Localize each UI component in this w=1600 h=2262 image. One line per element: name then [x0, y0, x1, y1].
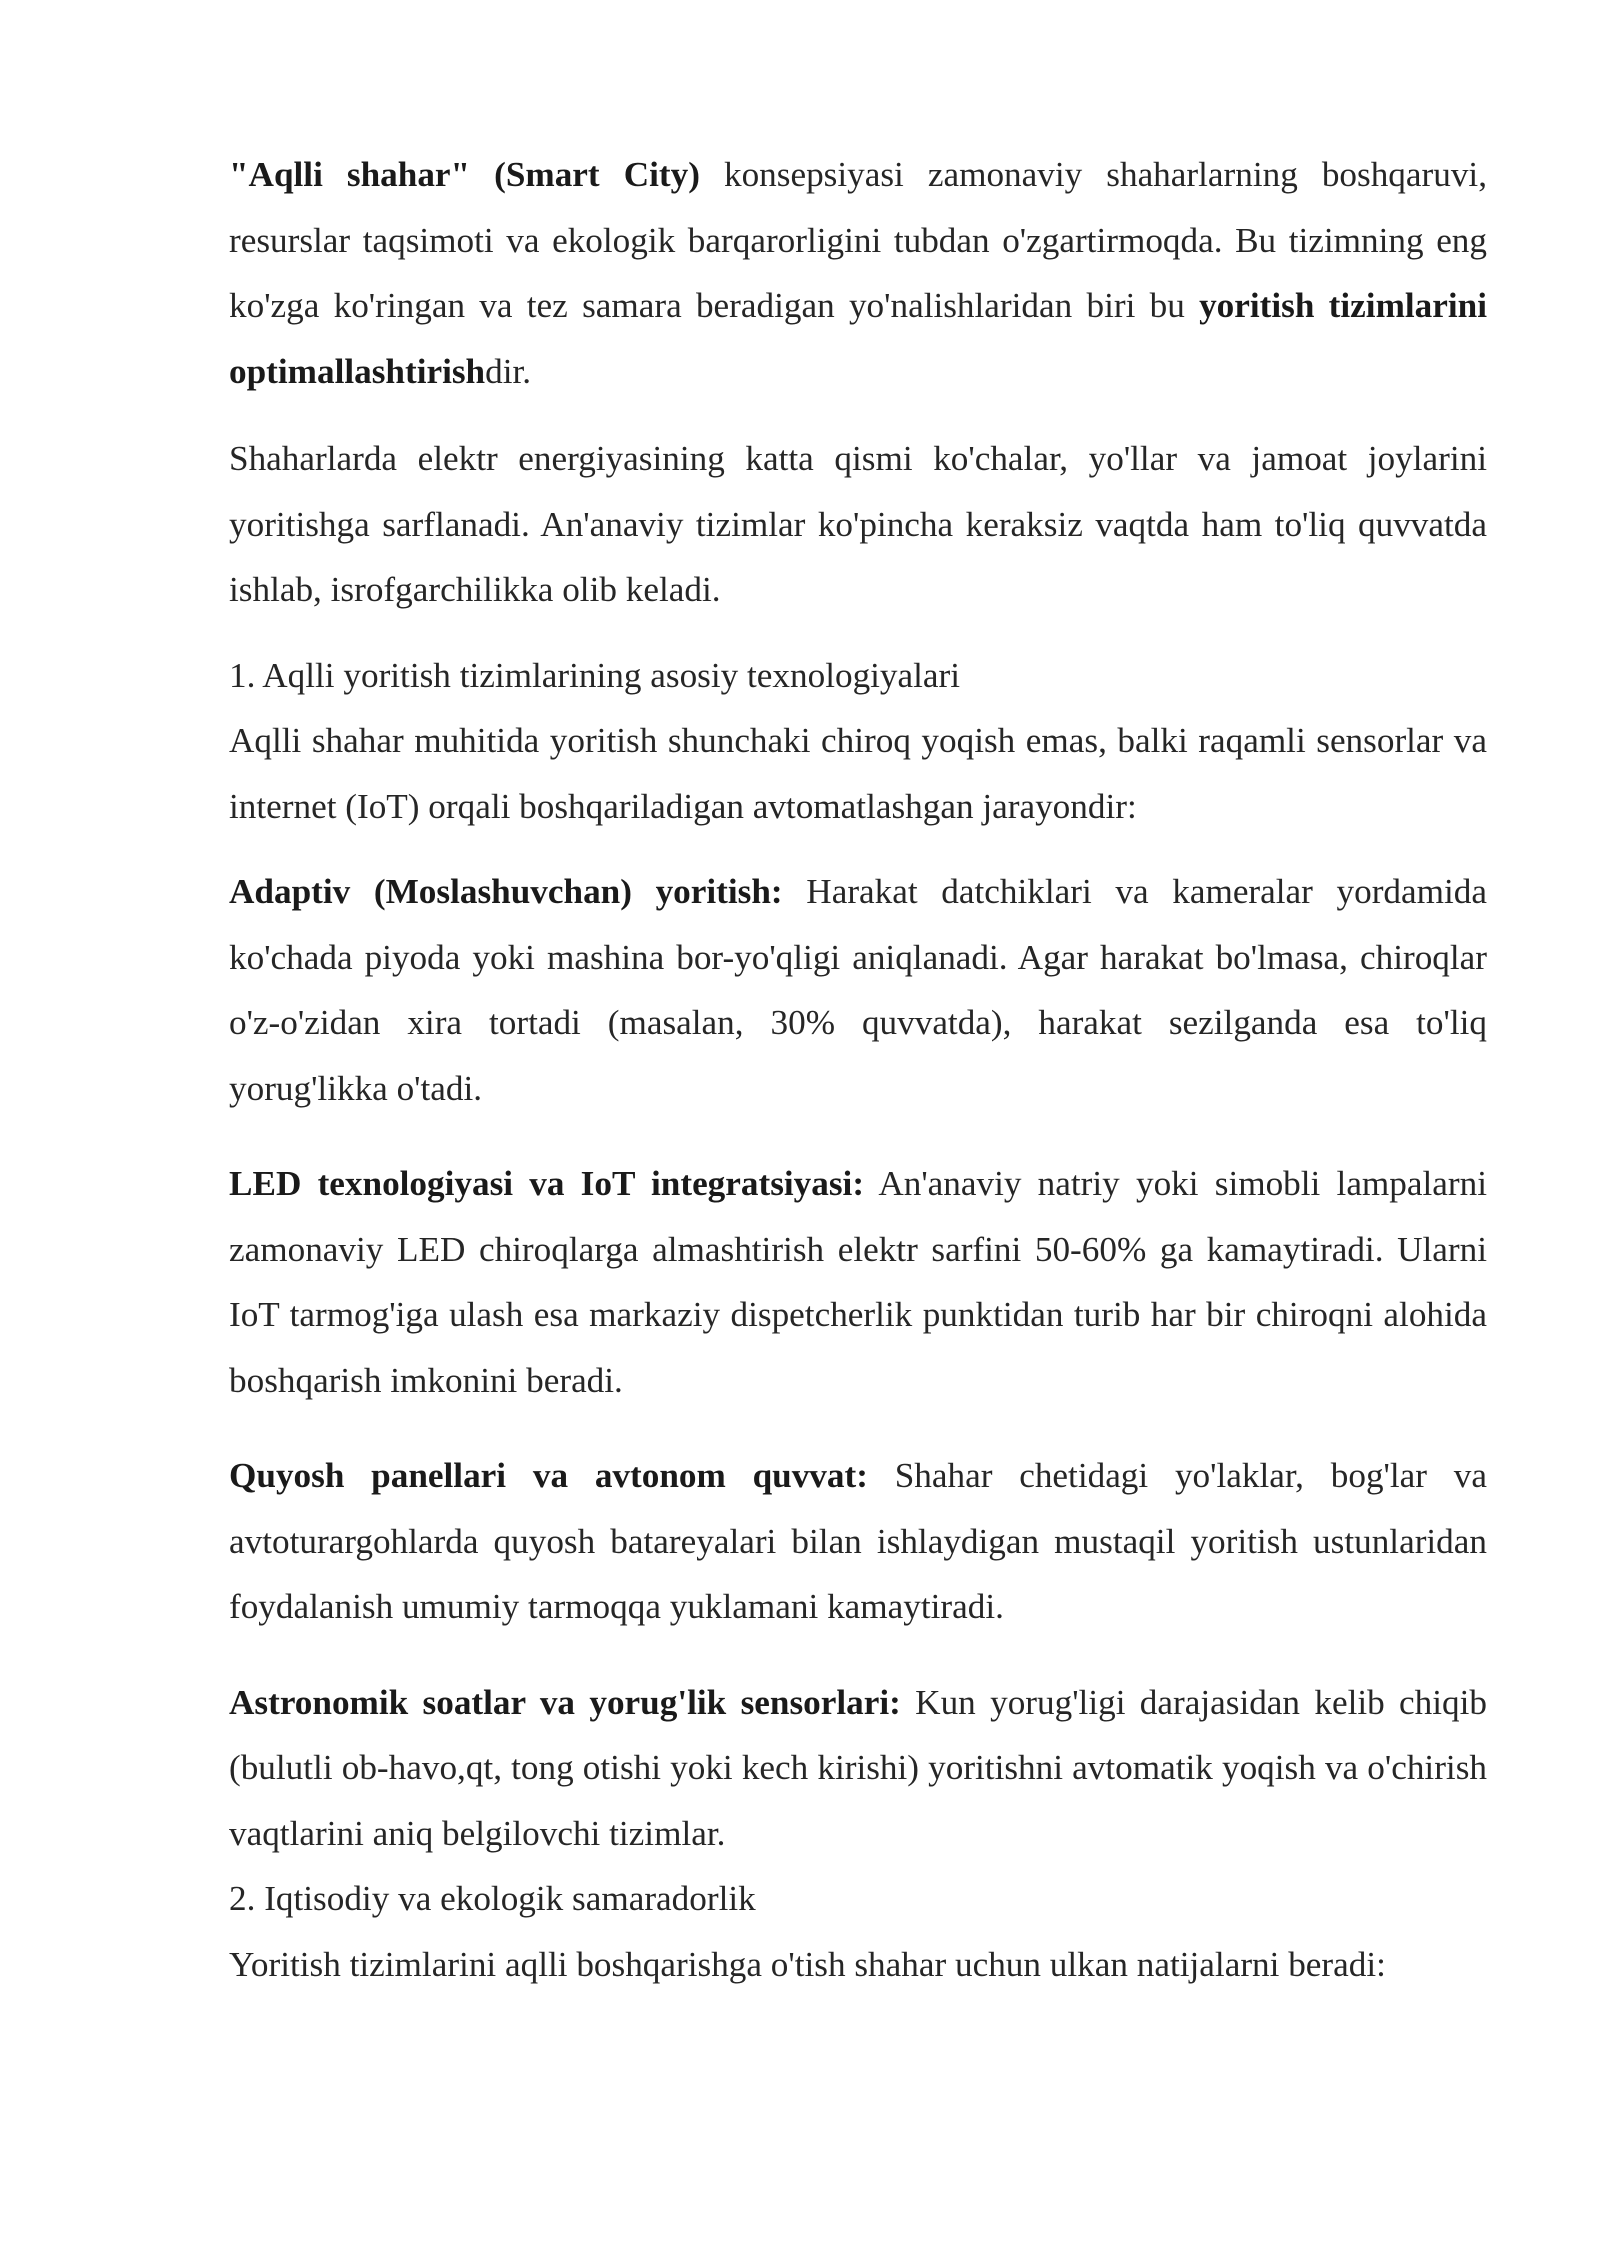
item-title: LED texnologiyasi va IoT integratsiyasi: [229, 1164, 865, 1203]
energy-paragraph: Shaharlarda elektr energiyasining katta qismi ko'chalar, yo'llar va jamoat joylarini yoritishga sarflanadi. An'anaviy tizimlar ko'pincha keraksiz vaqtda ham to'liq quvvatda ishlab, isrofgarchilikka olib keladi. [229, 439, 1487, 609]
section-1-heading: 1. Aqlli yoritish tizimlarining asosiy texnologiyalari [229, 655, 961, 695]
intro-text-1: konsepsiyasi zamonaviy shaharlarning boshqaruvi, resurslar taqsimoti va ekologik barqarorligini tubdan o'zgartirmoqda. Bu tizimning eng ko'zga ko'ringan va tez samara beradigan yo'nalishlaridan biri bu [229, 155, 1487, 325]
section-1-intro: Aqlli shahar muhitida yoritish shunchaki chiroq yoqish emas, balki raqamli sensorlar va internet (IoT) orqali boshqariladigan avtomatlashgan jarayondir: [229, 721, 1487, 826]
intro-bold-phrase: yoritish tizimlarini optimallashtirish [229, 286, 1487, 391]
item-text: Kun yorug'ligi darajasidan kelib chiqib (bulutli ob-havo,qt, tong otishi yoki kech kirishi) yoritishni avtomatik yoqish va o'chirish vaqtlarini aniq belgilovchi tizimlar. [229, 1682, 1487, 1853]
section-2-intro: Yoritish tizimlarini aqlli boshqarishga o'tish shahar uchun ulkan natijalarni beradi: [229, 1944, 1386, 1984]
intro-paragraph [229, 142, 1487, 404]
item-adaptive-lighting [229, 859, 1487, 1121]
item-text: An'anaviy natriy yoki simobli lampalarni zamonaviy LED chiroqlarga almashtirish elektr sarfini 50-60% ga kamaytiradi. Ularni IoT tarmog'iga ulash esa markaziy dispetcherlik punktidan turib har bir chiroqni alohida boshqarish imkonini beradi. [229, 1164, 1487, 1400]
intro-text-2: dir. [485, 351, 532, 391]
item-title: Adaptiv (Moslashuvchan) yoritish: [229, 872, 783, 911]
item-led-iot [229, 1151, 1487, 1413]
item-title: Quyosh panellari va avtonom quvvat: [229, 1456, 868, 1495]
item-text: Harakat datchiklari va kameralar yordamida ko'chada piyoda yoki mashina bor-yo'qligi aniqlanadi. Agar harakat bo'lmasa, chiroqlar o'z-o'zidan xira tortadi (masalan, 30% quvvatda), harakat sezilganda esa to'liq yorug'likka o'tadi. [229, 872, 1487, 1108]
document-body [229, 142, 1487, 1997]
item-title: Astronomik soatlar va yorug'lik sensorlari: [229, 1682, 901, 1722]
item-astronomic-clocks [229, 1670, 1487, 1867]
intro-bold-term: "Aqlli shahar" (Smart City) [229, 155, 700, 194]
item-text: Shahar chetidagi yo'laklar, bog'lar va avtoturargohlarda quyosh batareyalari bilan ishlaydigan mustaqil yoritish ustunlaridan foydalanish umumiy tarmoqqa yuklamani kamaytiradi. [229, 1456, 1487, 1626]
section-2-heading: 2. Iqtisodiy va ekologik samaradorlik [229, 1879, 756, 1918]
item-solar-panels [229, 1443, 1487, 1640]
